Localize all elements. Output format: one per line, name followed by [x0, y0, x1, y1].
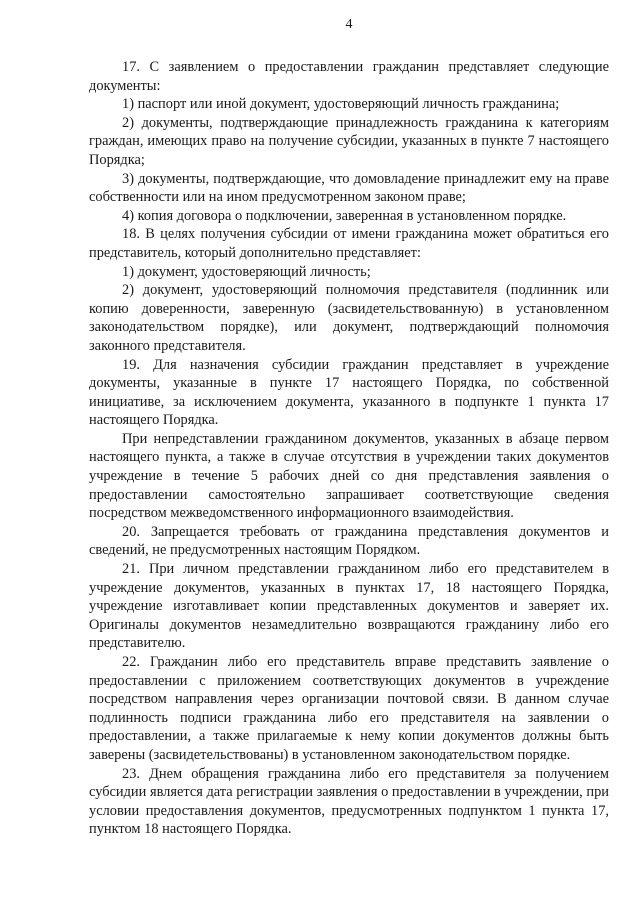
- paragraph-18-item-1: 1) документ, удостоверяющий личность;: [122, 263, 371, 280]
- paragraph-17-intro: 17. С заявлением о предоставлении гражданин представляет следующие документы:: [89, 59, 609, 94]
- paragraph-18-intro: 18. В целях получения субсидии от имени гражданина может обратиться его представитель, который дополнительно представляет:: [89, 226, 609, 261]
- paragraph-17-item-2: 2) документы, подтверждающие принадлежность гражданина к категориям граждан, имеющих право на получение субсидии, указанных в пункте 7 настоящего Порядка;: [89, 114, 609, 168]
- document-body: [89, 58, 609, 839]
- paragraph-23: 23. Днем обращения гражданина либо его представителя за получением субсидии является дата регистрации заявления о предоставлении в учреждении, при условии предоставления документов, предусмотренных подпунктом 1 пункта 17, пунктом 18 настоящего Порядка.: [89, 765, 609, 838]
- paragraph-17-item-1: 1) паспорт или иной документ, удостоверяющий личность гражданина;: [122, 96, 560, 113]
- page-number: 4: [345, 17, 353, 32]
- paragraph-18-item-2: 2) документ, удостоверяющий полномочия представителя (подлинник или копию доверенности, заверенную (засвидетельствованную) в установленном законодательством порядке), или документ, подтверждающий полномочия законного представителя.: [89, 282, 609, 354]
- paragraph-19-continuation: При непредставлении гражданином документов, указанных в абзаце первом настоящего пункта, а также в случае отсутствия в учреждении таких документов учреждение в течение 5 рабочих дней со дня представления заявления о предоставлении самостоятельно запрашивает соответствующие сведения посредством межведомственного информационного взаимодействия.: [89, 430, 609, 522]
- paragraph-22: 22. Гражданин либо его представитель вправе представить заявление о предоставлении с приложением соответствующих документов в учреждение посредством направления через организации почтовой связи. В данном случае подлинность подписи гражданина либо его представителя на заявлении о предоставлении, а также прилагаемые к нему копии документов должны быть заверены (засвидетельствованы) в установленном законодательством порядке.: [89, 654, 609, 763]
- paragraph-19: 19. Для назначения субсидии гражданин представляет в учреждение документы, указанные в пункте 17 настоящего Порядка, по собственной инициативе, за исключением документа, указанного в подпункте 1 пункта 17 настоящего Порядка.: [89, 356, 609, 429]
- paragraph-20: 20. Запрещается требовать от гражданина представления документов и сведений, не предусмотренных настоящим Порядком.: [89, 523, 609, 559]
- paragraph-17-item-4: 4) копия договора о подключении, заверенная в установленном порядке.: [122, 207, 567, 224]
- paragraph-17-item-3: 3) документы, подтверждающие, что домовладение принадлежит ему на праве собственности или на ином предусмотренном законом праве;: [89, 170, 609, 206]
- paragraph-21: 21. При личном представлении гражданином либо его представителем в учреждение документов, указанных в пунктах 17, 18 настоящего Порядка, учреждение изготавливает копии представленных документов и заверяет их. Оригиналы документов незамедлительно возвращаются гражданину либо его представителю.: [89, 561, 609, 652]
